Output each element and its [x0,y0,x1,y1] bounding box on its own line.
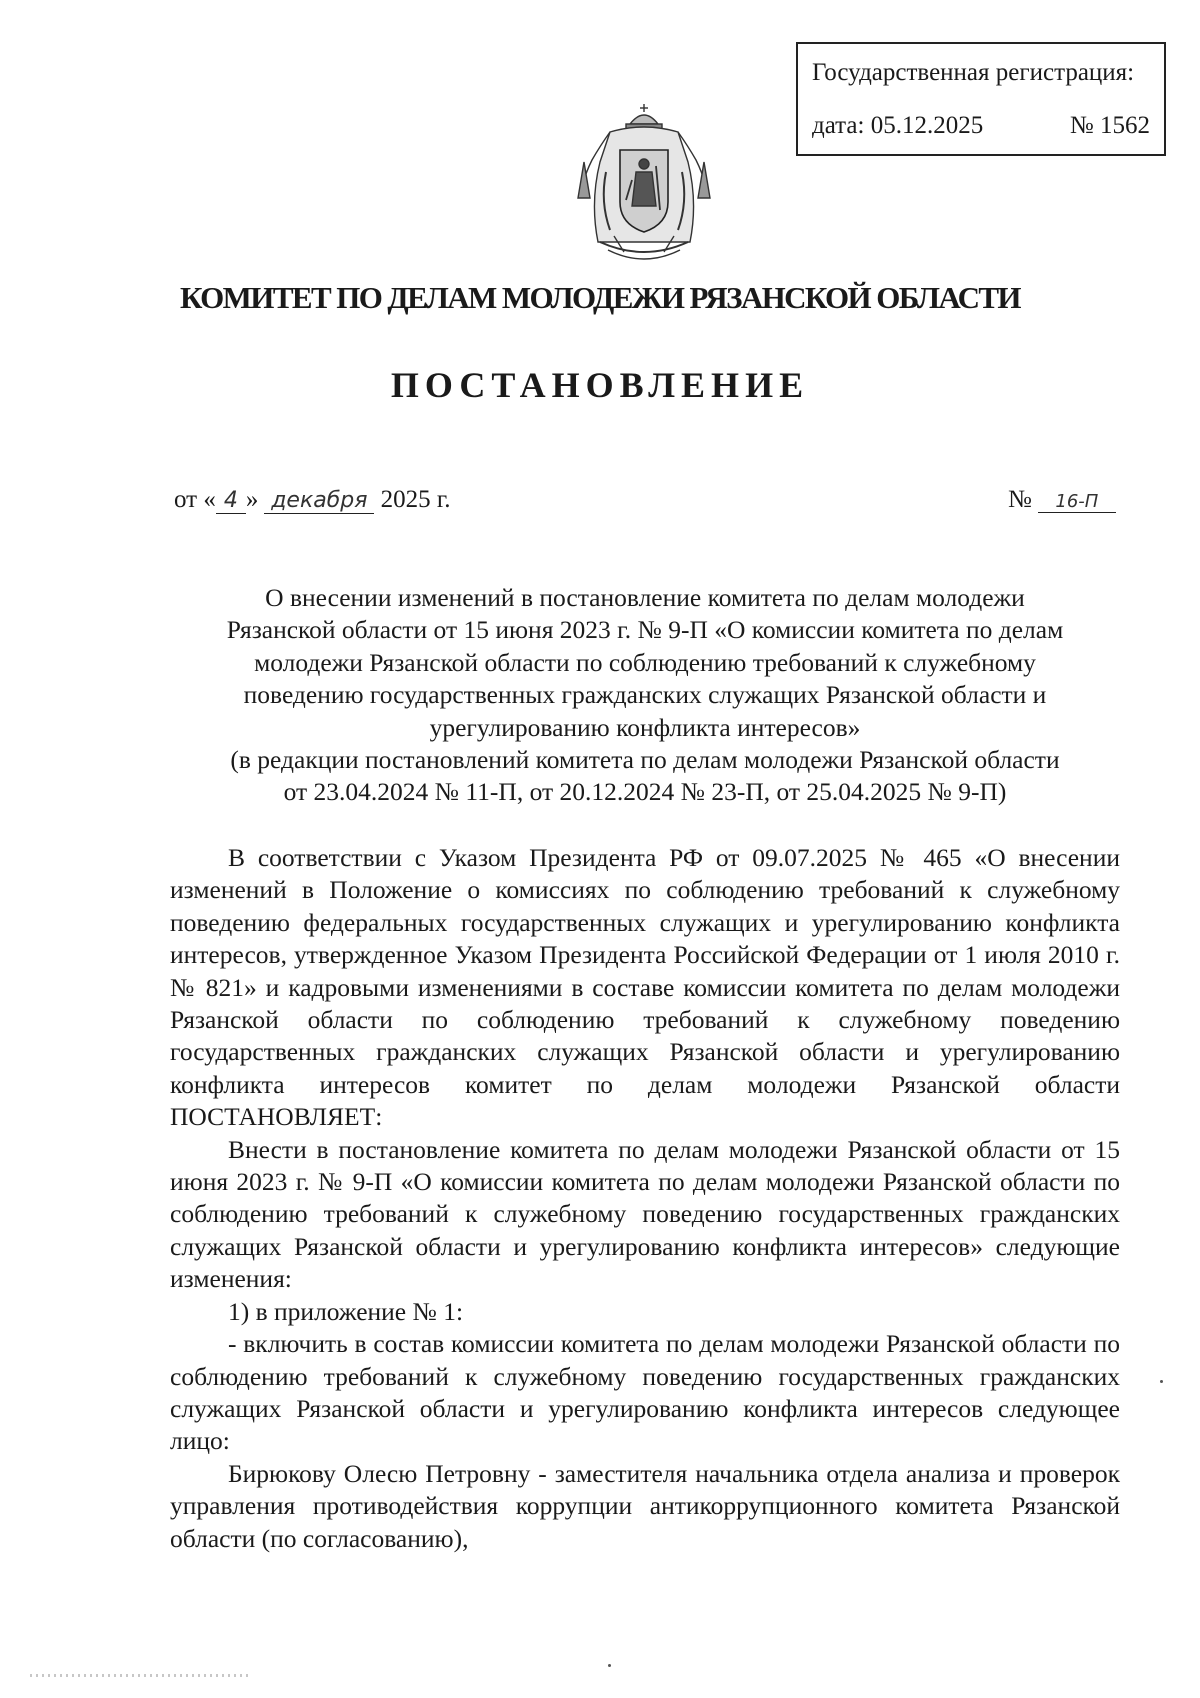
registration-number: № 1562 [1069,112,1150,139]
coat-of-arms-icon [570,102,718,270]
document-number [1008,486,1116,514]
registration-date: дата: 05.12.2025 [812,112,984,139]
organization-title: КОМИТЕТ ПО ДЕЛАМ МОЛОДЕЖИ РЯЗАНСКОЙ ОБЛАСТИ [180,280,1020,315]
heading-line: Рязанской области от 15 июня 2023 г. № 9-П «О комиссии комитета по делам [226,615,1064,645]
preamble-paragraph: В соответствии с Указом Президента РФ от 09.07.2025 № 465 «О внесении изменений в Положение о комиссиях по соблюдению требований к служебному поведению федеральных государственных служащих и урегулированию конфликта интересов, утвержденное Указом Президента Российской Федерации от 1 июля 2010 г. № 821» и кадровыми изменениями в составе комиссии комитета по делам молодежи Рязанской области по соблюдению требований к служебному поведению государственных гражданских служащих Рязанской области и урегулированию конфликта интересов комитет по делам молодежи Рязанской области ПОСТАНОВЛЯЕТ: [170,843,1120,1132]
item-1-paragraph: 1) в приложение № 1: [228,1296,464,1326]
number-value: 16-П [1038,491,1116,513]
person-paragraph: Бирюкову Олесю Петровну - заместителя начальника отдела анализа и проверок управления противодействия коррупции антикоррупционного комитета Рязанской области (по согласованию), [170,1458,1120,1553]
date-day: 4 [216,488,246,514]
registration-title: Государственная регистрация: [812,59,1135,86]
resolution-paragraph: Внести в постановление комитета по делам молодежи Рязанской области от 15 июня 2023 г. № 9-П «О комиссии комитета по делам молодежи Рязанской области по соблюдению требований к служебному поведению государственных гражданских служащих Рязанской области и урегулированию конфликта интересов» следующие изменения: [170,1134,1120,1294]
document-type-title: ПОСТАНОВЛЕНИЕ [390,365,810,405]
number-prefix: № [1008,486,1032,513]
heading-line: молодежи Рязанской области по соблюдению требований к служебному [254,647,1036,677]
document-heading [170,582,1120,809]
date-quote-close: » [245,486,259,513]
document-date [174,486,451,514]
scan-speck [1160,1380,1163,1383]
heading-line: от 23.04.2024 № 11-П, от 20.12.2024 № 23-П, от 25.04.2025 № 9-П) [283,777,1007,807]
heading-line: (в редакции постановлений комитета по делам молодежи Рязанской области [230,745,1060,775]
document-body [170,842,1120,1555]
heading-line: урегулированию конфликта интересов» [429,712,861,742]
date-month: декабря [264,488,374,514]
item-1-subitem-paragraph: - включить в состав комиссии комитета по делам молодежи Рязанской области по соблюдению требований к служебному поведению государственных гражданских служащих Рязанской области и урегулированию конфликта интересов следующее лицо: [170,1329,1120,1456]
date-year: 2025 г. [380,486,451,513]
heading-line: О внесении изменений в постановление комитета по делам молодежи [265,583,1025,612]
date-prefix: от « [174,486,216,513]
registration-details [812,113,1150,138]
scan-speck [608,1664,611,1667]
registration-stamp [796,42,1166,156]
scan-noise [30,1674,250,1677]
heading-line: поведению государственных гражданских служащих Рязанской области и [243,680,1047,710]
